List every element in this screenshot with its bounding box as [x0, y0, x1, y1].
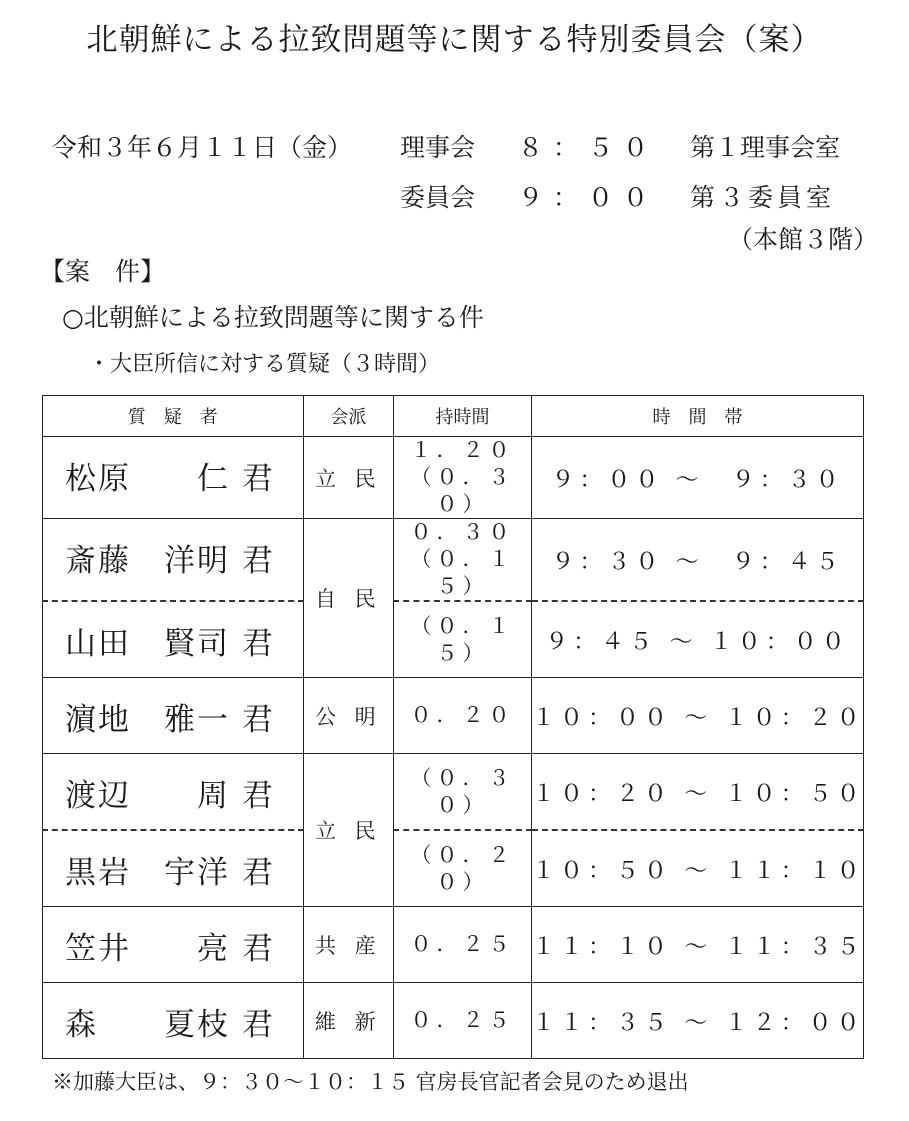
agenda-item: ○北朝鮮による拉致問題等に関する件 — [62, 303, 484, 332]
table-row — [43, 601, 864, 678]
agenda-heading: 【案 件】 — [40, 257, 166, 286]
allotted-time: １．２０ — [410, 438, 515, 462]
party: 立 民 — [303, 437, 394, 519]
allotted-time: ０．２０ — [394, 678, 532, 754]
allotted-time: （０．３０） — [394, 754, 532, 831]
table-row — [43, 907, 864, 983]
header-questioner: 質 疑 者 — [43, 396, 304, 437]
committee-meeting-label: 委員会 — [400, 183, 476, 212]
time-slot: ９：００ ～ ９：３０ — [531, 437, 863, 519]
allotted-time-sub: （０．３０） — [410, 465, 515, 516]
allotted-time: ０．３０ — [410, 520, 515, 544]
agenda-sub-item: ・大臣所信に対する質疑（３時間） — [88, 352, 441, 377]
table-row — [43, 678, 864, 754]
questioner-name: 山田 賢司 君 — [65, 626, 275, 662]
header-time-slot: 時 間 帯 — [531, 396, 863, 437]
questioner-name: 渡辺 周 君 — [65, 778, 275, 814]
header-allotted-time: 持時間 — [394, 396, 532, 437]
allotted-time: （０．２０） — [394, 830, 532, 907]
allotted-time: ０．２５ — [394, 907, 532, 983]
committee-meeting-time: ９：００ — [518, 183, 659, 212]
questioner-name: 松原 仁 君 — [65, 461, 275, 497]
header-party: 会派 — [303, 396, 394, 437]
table-header-row — [43, 396, 864, 437]
table-row — [43, 519, 864, 602]
questioner-name: 斎藤 洋明 君 — [65, 543, 275, 579]
time-slot: １０：２０ ～ １０：５０ — [531, 754, 863, 831]
directors-meeting-time: ８：５０ — [518, 133, 659, 162]
table-row — [43, 830, 864, 907]
party: 立 民 — [303, 754, 394, 907]
allotted-time: ０．２５ — [394, 983, 532, 1059]
party: 維 新 — [303, 983, 394, 1059]
time-slot: １１：１０ ～ １１：３５ — [531, 907, 863, 983]
questioner-name: 濵地 雅一 君 — [65, 702, 275, 738]
table-row — [43, 754, 864, 831]
time-slot: ９：４５ ～ １０：００ — [531, 601, 863, 678]
committee-meeting-room: 第３委員室 — [690, 183, 836, 212]
directors-meeting-room: 第１理事会室 — [690, 133, 841, 162]
questioner-name: 笠井 亮 君 — [65, 931, 275, 967]
time-slot: １１：３５ ～ １２：００ — [531, 983, 863, 1059]
building-floor: （本館３階） — [728, 225, 879, 254]
table-row — [43, 983, 864, 1059]
allotted-time-sub: （０．１５） — [410, 547, 515, 598]
table-row — [43, 437, 864, 519]
time-slot: ９：３０ ～ ９：４５ — [531, 519, 863, 602]
footnote: ※加藤大臣は、９：３０～１０：１５ 官房長官記者会見のため退出 — [52, 1070, 689, 1094]
party: 自 民 — [303, 519, 394, 678]
directors-meeting-label: 理事会 — [400, 133, 476, 162]
party: 共 産 — [303, 907, 394, 983]
document-title: 北朝鮮による拉致問題等に関する特別委員会（案） — [86, 22, 823, 58]
questioner-name: 森 夏枝 君 — [65, 1007, 275, 1043]
meeting-date: 令和３年６月１１日（金） — [52, 133, 353, 162]
time-slot: １０：００ ～ １０：２０ — [531, 678, 863, 754]
questioner-name: 黒岩 宇洋 君 — [65, 855, 275, 891]
allotted-time: （０．１５） — [394, 601, 532, 678]
questioner-table — [42, 395, 864, 1059]
party: 公 明 — [303, 678, 394, 754]
time-slot: １０：５０ ～ １１：１０ — [531, 830, 863, 907]
